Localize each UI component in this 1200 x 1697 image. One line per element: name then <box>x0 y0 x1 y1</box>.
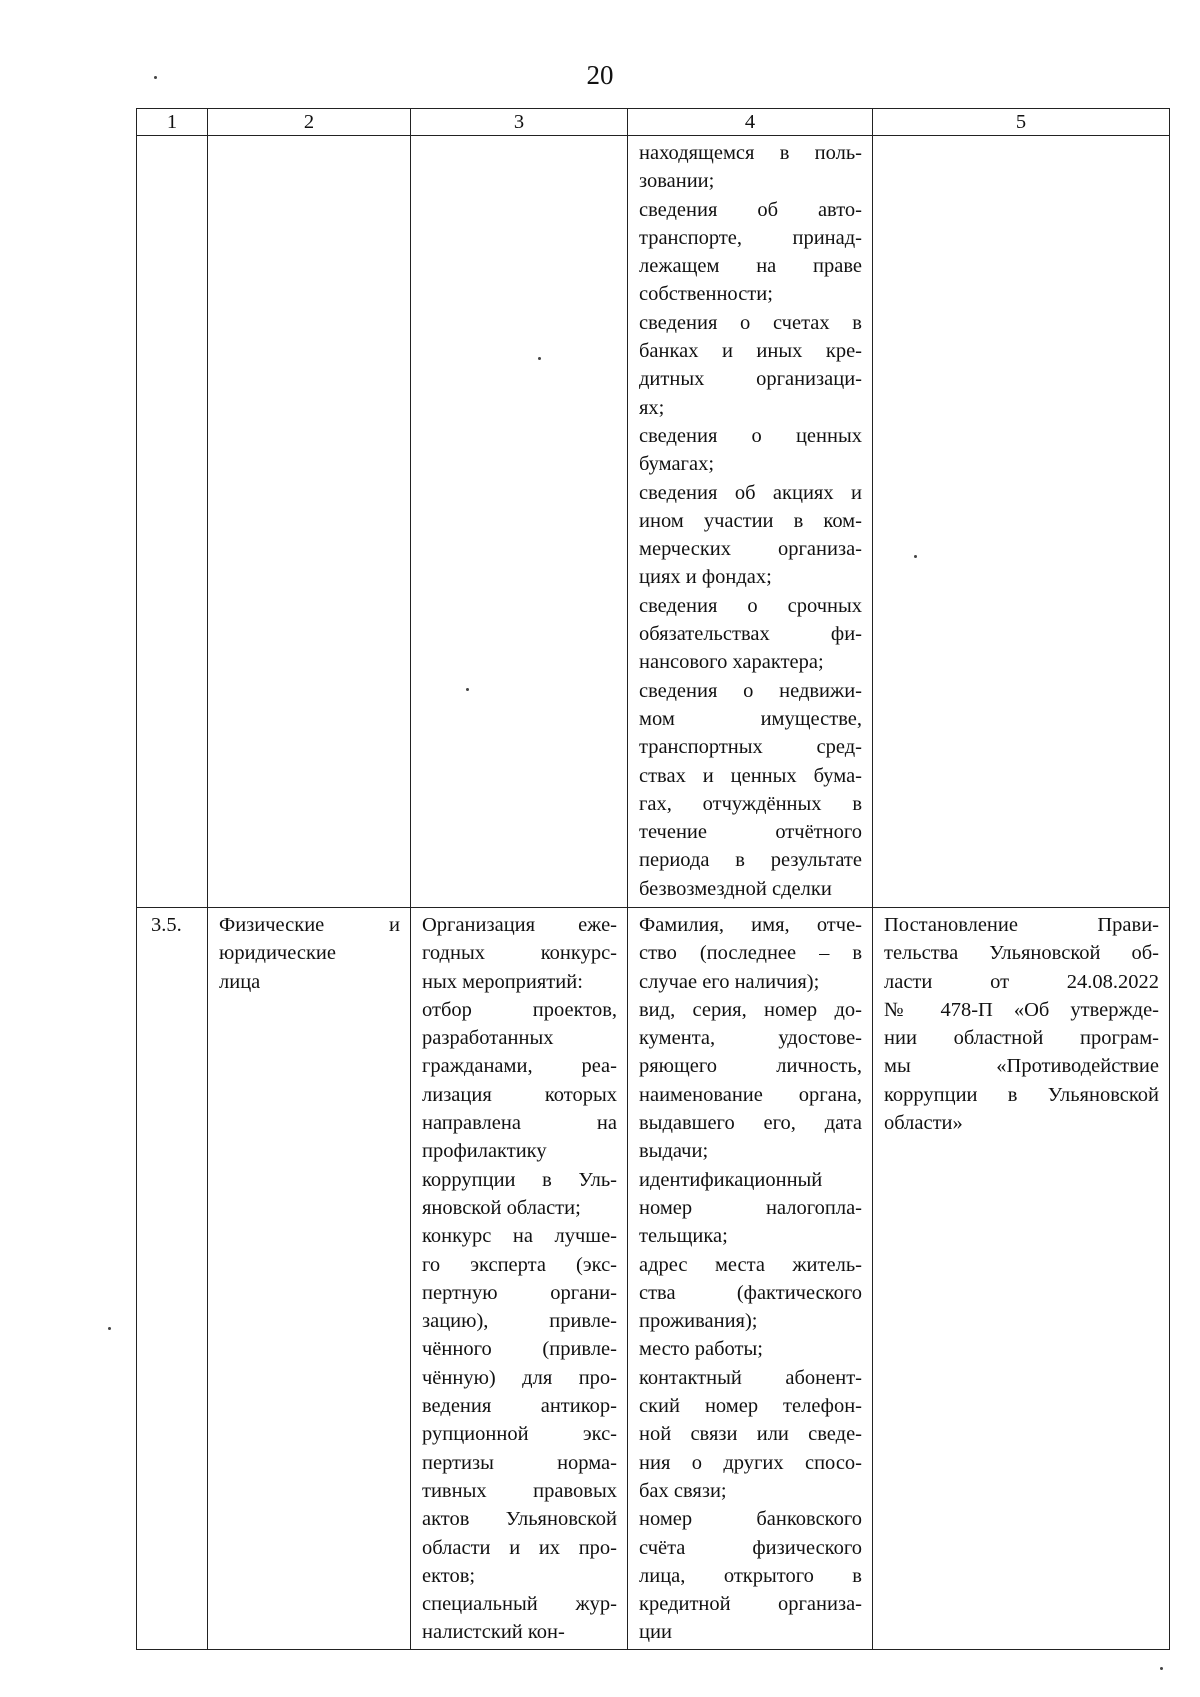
cell-line: номер налогопла- <box>639 1196 862 1219</box>
cell-line: периода в результате <box>639 849 862 872</box>
cell-line: дитных организаци- <box>639 368 862 391</box>
cell-line: зовании; <box>639 170 715 193</box>
cell-line: ектов; <box>422 1564 476 1587</box>
cell-line: ином участии в ком- <box>639 509 862 532</box>
cell-line: ной связи или сведе- <box>639 1423 862 1446</box>
cell-line: бумагах; <box>639 453 715 476</box>
cell-line: № 478-П «Об утвержде- <box>884 998 1159 1021</box>
cell-line: бах связи; <box>639 1479 727 1502</box>
continuation-col-1 <box>137 136 208 908</box>
cell-line: актов Ульяновской <box>422 1508 617 1531</box>
row-number: 3.5. <box>137 908 208 1650</box>
cell-line: области» <box>884 1112 963 1135</box>
cell-line: тельщика; <box>639 1225 728 1248</box>
cell-line: контактный абонент- <box>639 1366 862 1389</box>
header-row <box>137 109 1170 136</box>
cell-line: транспорте, принад- <box>639 226 862 249</box>
cell-line: идентификационный <box>639 1168 823 1191</box>
table-row-continuation <box>137 136 1170 908</box>
cell-line: яновской области; <box>422 1196 581 1219</box>
cell-line: направлена на <box>422 1112 617 1135</box>
scan-speck <box>914 555 917 558</box>
table-row-3-5 <box>137 908 1170 1650</box>
cell-line: конкурс на лучше- <box>422 1225 617 1248</box>
cell-line: Физические и <box>219 914 400 936</box>
cell-line: случае его наличия); <box>639 970 820 993</box>
cell-line: коррупции в Ульяновской <box>884 1083 1159 1106</box>
cell-line: специальный жур- <box>422 1593 617 1616</box>
cell-line: нии областной програм- <box>884 1027 1159 1050</box>
cell-line: разработанных <box>422 1027 554 1050</box>
cell-line: находящемся в поль- <box>639 142 862 164</box>
continuation-col-3 <box>411 136 628 908</box>
cell-line: выдавшего его, дата <box>639 1112 862 1135</box>
continuation-col-4 <box>628 136 873 908</box>
cell-line: лизация которых <box>422 1083 617 1106</box>
cell-line: сведения об акциях и <box>639 481 862 504</box>
cell-line: отбор проектов, <box>422 998 617 1021</box>
row-3-5-subjects <box>208 908 411 1650</box>
cell-line: годных конкурс- <box>422 942 617 965</box>
cell-line: место работы; <box>639 1338 763 1361</box>
cell-line: Постановление Прави- <box>884 914 1159 936</box>
cell-line: тельства Ульяновской об- <box>884 942 1159 965</box>
cell-line: чённую) для про- <box>422 1366 617 1389</box>
cell-line: лица <box>219 970 261 993</box>
cell-line: ции <box>639 1621 672 1644</box>
cell-line: ных мероприятий: <box>422 970 583 993</box>
cell-line: пертизы норма- <box>422 1451 617 1474</box>
cell-line: проживания); <box>639 1310 758 1333</box>
cell-line: ский номер телефон- <box>639 1395 862 1418</box>
scan-speck <box>538 357 541 360</box>
cell-line: циях и фондах; <box>639 566 772 589</box>
cell-line: вид, серия, номер до- <box>639 998 862 1021</box>
cell-line: лица, открытого в <box>639 1564 862 1587</box>
scan-speck <box>154 76 157 79</box>
cell-line: банках и иных кре- <box>639 340 862 363</box>
cell-line: тивных правовых <box>422 1479 617 1502</box>
cell-line: течение отчётного <box>639 821 862 844</box>
cell-line: сведения об авто- <box>639 198 862 221</box>
row-3-5-legal-basis <box>873 908 1170 1650</box>
cell-line: гах, отчуждённых в <box>639 792 862 815</box>
cell-line: ведения антикор- <box>422 1395 617 1418</box>
cell-line: сведения о счетах в <box>639 311 862 334</box>
cell-line: чённого (привле- <box>422 1338 617 1361</box>
header-col-3: 3 <box>411 109 628 136</box>
page-number: 20 <box>586 60 614 90</box>
cell-line: наименование органа, <box>639 1083 862 1106</box>
cell-line: юридические <box>219 942 336 965</box>
scan-speck <box>1160 1667 1163 1670</box>
cell-line: ласти от 24.08.2022 <box>884 970 1159 993</box>
header-col-2: 2 <box>208 109 411 136</box>
cell-line: обязательствах фи- <box>639 623 862 646</box>
header-col-1: 1 <box>137 109 208 136</box>
cell-line: ство (последнее – в <box>639 942 862 965</box>
cell-line: сведения о недвижи- <box>639 679 862 702</box>
cell-line: ях; <box>639 396 665 419</box>
cell-line: мы «Противодействие <box>884 1055 1159 1078</box>
cell-line: нансового характера; <box>639 651 824 674</box>
cell-line: кредитной организа- <box>639 1593 862 1616</box>
cell-line: Организация еже- <box>422 914 617 936</box>
cell-line: транспортных сред- <box>639 736 862 759</box>
scan-speck <box>466 688 469 691</box>
cell-line: ряющего личность, <box>639 1055 862 1078</box>
cell-line: коррупции в Уль- <box>422 1168 617 1191</box>
cell-line: ния о других спосо- <box>639 1451 862 1474</box>
cell-line: области и их про- <box>422 1536 617 1559</box>
cell-line: ства (фактического <box>639 1281 862 1304</box>
cell-line: лежащем на праве <box>639 255 862 278</box>
cell-line: профилактику <box>422 1140 547 1163</box>
continuation-col-2 <box>208 136 411 908</box>
header-col-5: 5 <box>873 109 1170 136</box>
row-3-5-data-list <box>628 908 873 1650</box>
document-table <box>136 108 1170 1650</box>
header-col-4: 4 <box>628 109 873 136</box>
cell-line: счёта физического <box>639 1536 862 1559</box>
cell-line: мом имуществе, <box>639 707 862 730</box>
cell-line: зацию), привле- <box>422 1310 617 1333</box>
cell-line: налистский кон- <box>422 1621 565 1644</box>
scan-speck <box>108 1327 111 1330</box>
cell-line: ствах и ценных бума- <box>639 764 862 787</box>
cell-line: сведения о ценных <box>639 424 862 447</box>
cell-line: пертную органи- <box>422 1281 617 1304</box>
cell-line: выдачи; <box>639 1140 709 1163</box>
cell-line: мерческих организа- <box>639 538 862 561</box>
cell-line: номер банковского <box>639 1508 862 1531</box>
cell-line: кумента, удостове- <box>639 1027 862 1050</box>
cell-line: адрес места житель- <box>639 1253 862 1276</box>
continuation-col-5 <box>873 136 1170 908</box>
cell-line: сведения о срочных <box>639 594 862 617</box>
cell-line: гражданами, реа- <box>422 1055 617 1078</box>
cell-line: безвозмездной сделки <box>639 877 832 900</box>
cell-line: собственности; <box>639 283 773 306</box>
cell-line: Фамилия, имя, отче- <box>639 914 862 936</box>
cell-line: го эксперта (экс- <box>422 1253 617 1276</box>
cell-line: рупционной экс- <box>422 1423 617 1446</box>
row-3-5-purpose <box>411 908 628 1650</box>
